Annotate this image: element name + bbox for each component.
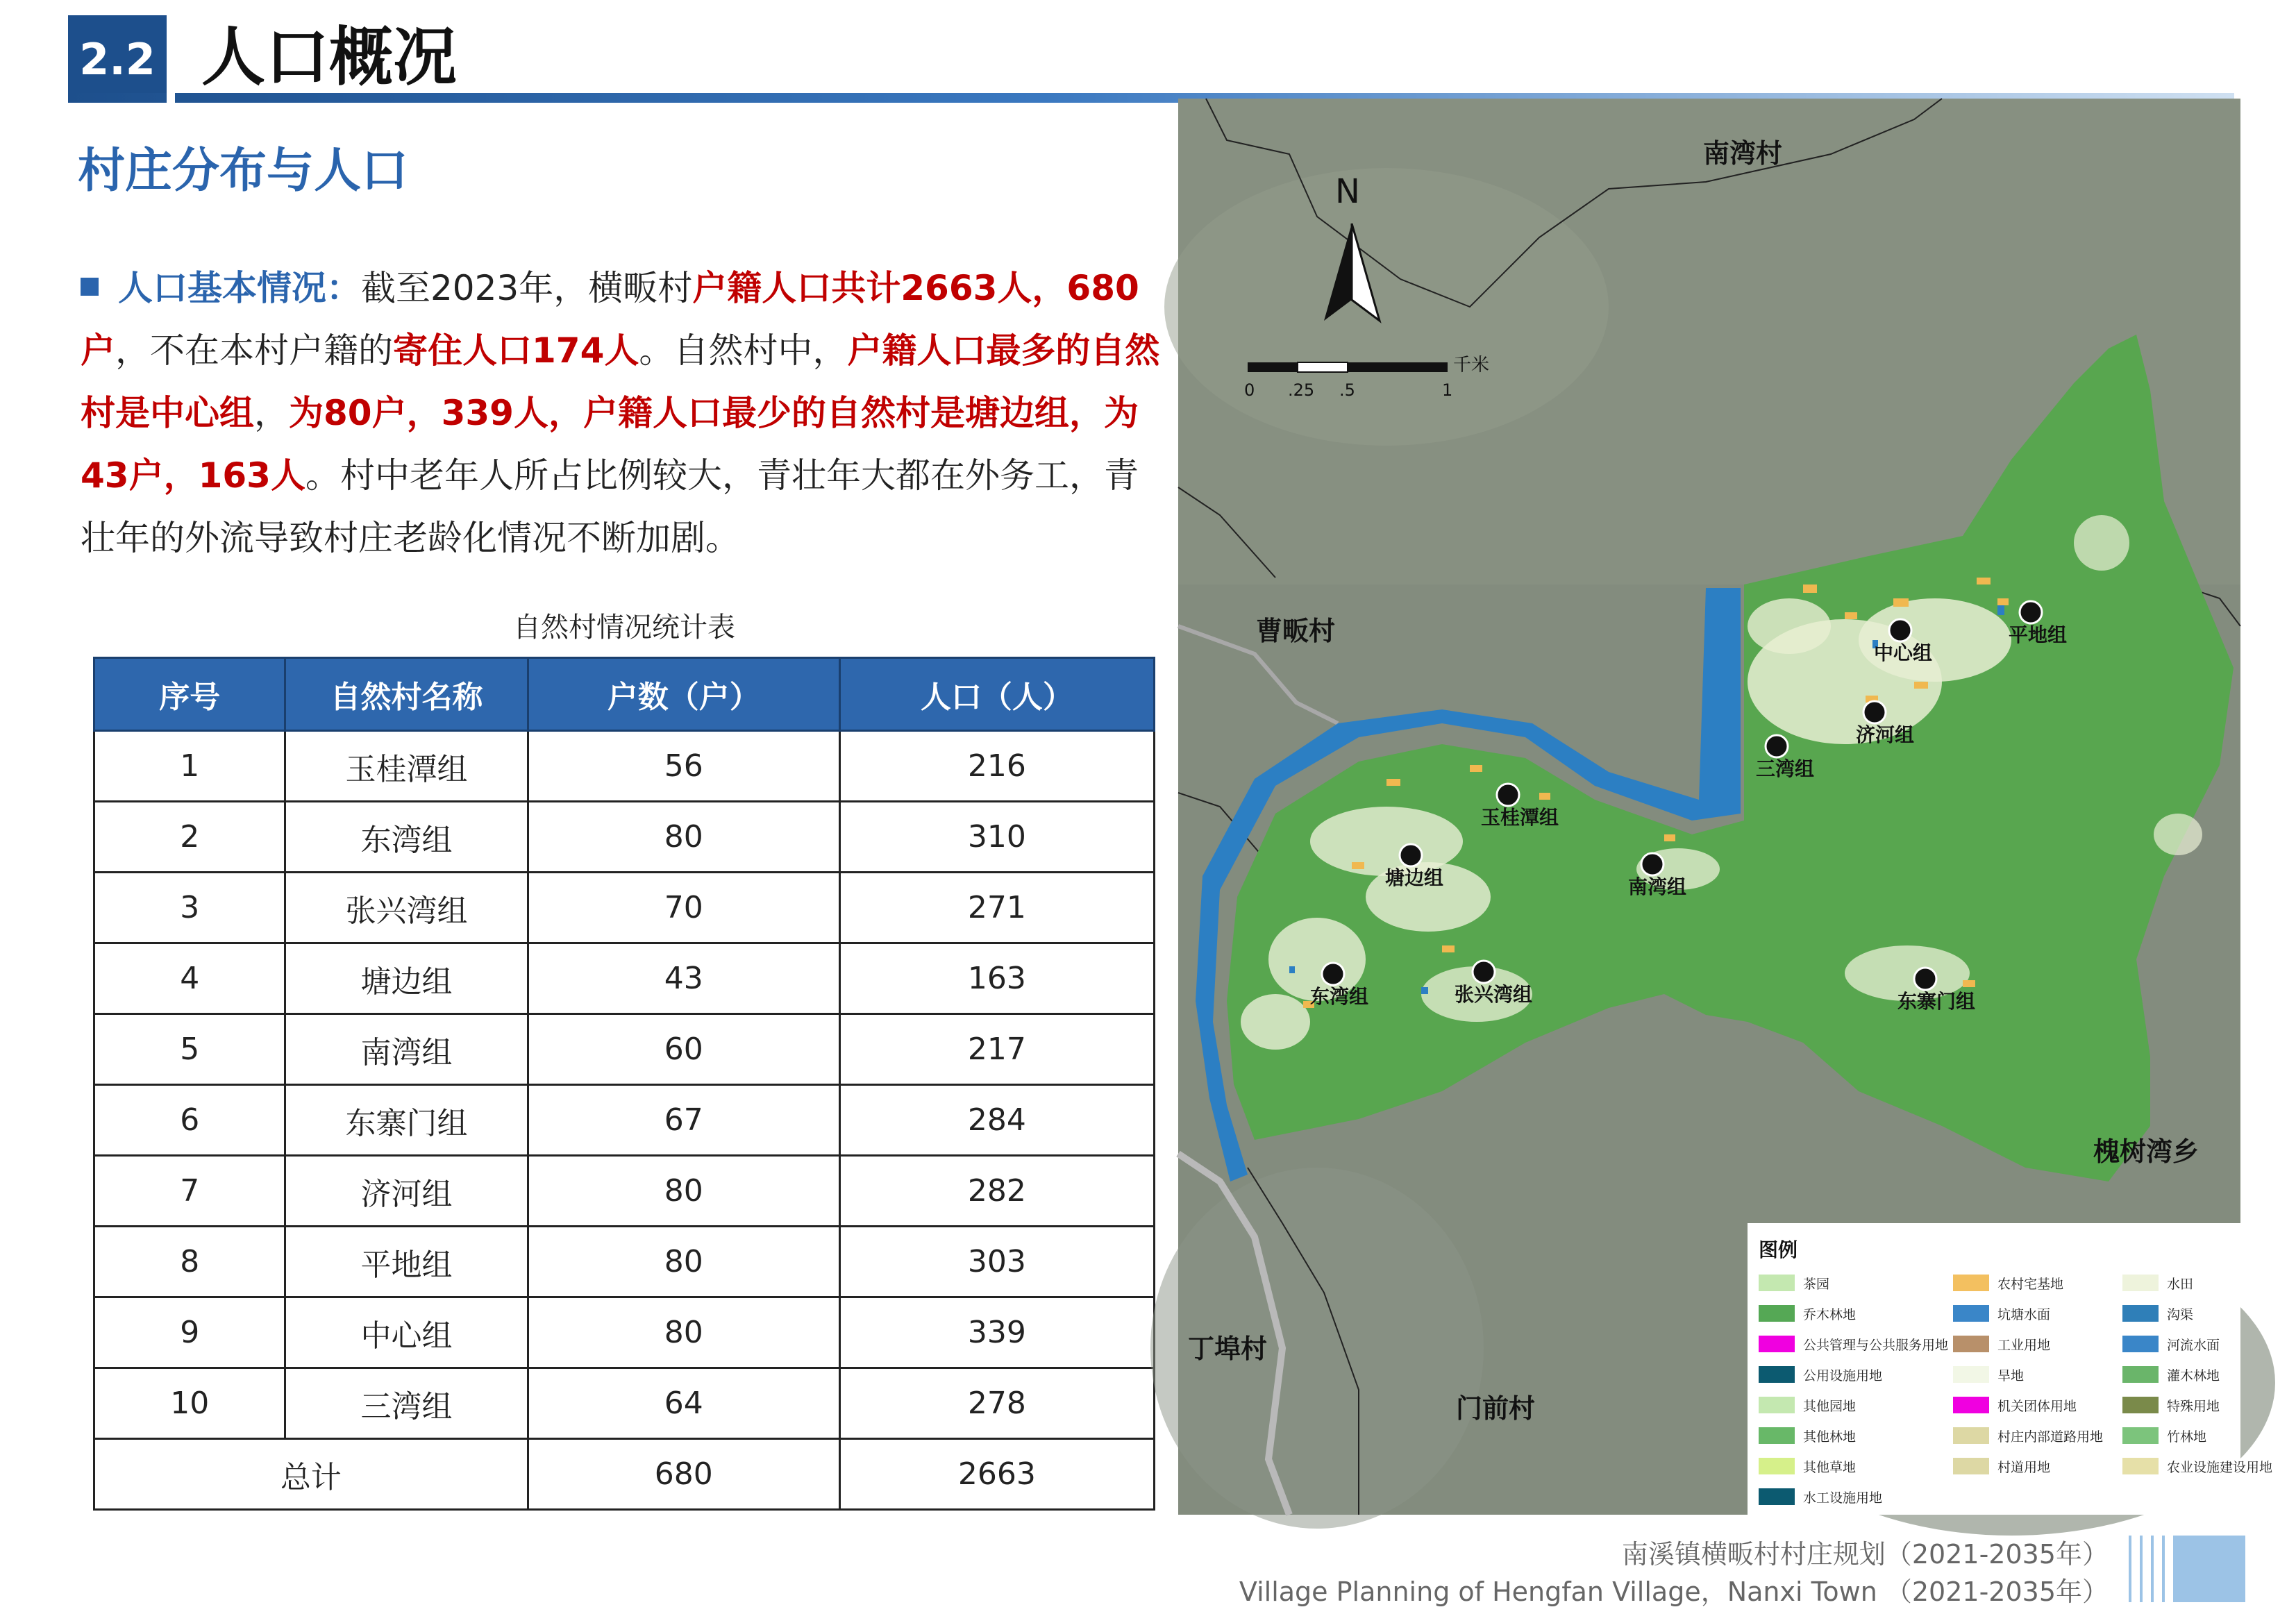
header-cell-name: 自然村名称 bbox=[285, 658, 528, 731]
village-point-icon bbox=[1322, 963, 1344, 985]
cell-households: 80 bbox=[528, 1156, 839, 1227]
table-row bbox=[94, 873, 1155, 943]
cell-households: 80 bbox=[528, 1227, 839, 1297]
legend-label: 公共管理与公共服务用地 bbox=[1803, 1338, 1949, 1353]
cell-population: 339 bbox=[839, 1297, 1154, 1368]
legend-swatch bbox=[1759, 1488, 1795, 1505]
paddy-field-patch bbox=[2154, 814, 2202, 855]
cell-total-households: 680 bbox=[528, 1439, 839, 1510]
legend-swatch bbox=[1953, 1305, 1989, 1322]
cell-index: 2 bbox=[94, 802, 285, 873]
header-cell-index: 序号 bbox=[94, 658, 285, 731]
legend-swatch bbox=[2122, 1305, 2159, 1322]
legend-label: 村道用地 bbox=[1997, 1460, 2051, 1475]
header-cell-households: 户数（户） bbox=[528, 658, 839, 731]
legend-swatch bbox=[1759, 1427, 1795, 1444]
section-title: 人口概况 bbox=[201, 20, 458, 94]
north-label: N bbox=[1335, 172, 1360, 211]
legend-swatch bbox=[1759, 1336, 1795, 1352]
legend-swatch bbox=[2122, 1366, 2159, 1383]
cell-name: 玉桂潭组 bbox=[285, 731, 528, 802]
village-point-icon bbox=[1914, 968, 1936, 990]
cell-households: 56 bbox=[528, 731, 839, 802]
neighbor-label: 门前村 bbox=[1456, 1393, 1536, 1424]
legend-swatch bbox=[1953, 1336, 1989, 1352]
village-stats-table bbox=[93, 657, 1155, 1511]
village-label: 三湾组 bbox=[1756, 757, 1815, 780]
legend-label: 旱地 bbox=[1997, 1368, 2025, 1384]
legend-swatch bbox=[2122, 1397, 2159, 1413]
cell-index: 9 bbox=[94, 1297, 285, 1368]
legend-label: 其他林地 bbox=[1803, 1429, 1857, 1445]
table-header-row bbox=[94, 658, 1155, 731]
cell-index: 7 bbox=[94, 1156, 285, 1227]
table-row bbox=[94, 943, 1155, 1014]
table-row bbox=[94, 1368, 1155, 1439]
cell-index: 3 bbox=[94, 873, 285, 943]
footer-cn: 南溪镇横畈村村庄规划（2021-2035年） bbox=[1621, 1539, 2109, 1570]
cell-households: 60 bbox=[528, 1014, 839, 1085]
cell-name: 南湾组 bbox=[285, 1014, 528, 1085]
cell-name: 平地组 bbox=[285, 1227, 528, 1297]
legend-title: 图例 bbox=[1759, 1238, 1798, 1261]
legend-label: 其他园地 bbox=[1803, 1399, 1857, 1414]
scale-unit: 千米 bbox=[1453, 355, 1490, 376]
neighbor-label: 丁埠村 bbox=[1188, 1334, 1268, 1364]
cell-name: 张兴湾组 bbox=[285, 873, 528, 943]
cell-name: 中心组 bbox=[285, 1297, 528, 1368]
map-terrain-patch bbox=[1164, 168, 1609, 446]
legend-swatch bbox=[2122, 1427, 2159, 1444]
village-label: 张兴湾组 bbox=[1455, 983, 1533, 1006]
para-text-1: 截至2023年，横畈村 bbox=[361, 268, 693, 308]
legend-label: 特殊用地 bbox=[2167, 1399, 2220, 1414]
cell-total-population: 2663 bbox=[839, 1439, 1154, 1510]
para-highlight-2: 寄住人口174人 bbox=[393, 330, 639, 371]
cell-households: 67 bbox=[528, 1085, 839, 1156]
neighbor-label: 槐树湾乡 bbox=[2093, 1136, 2199, 1167]
neighbor-label: 曹畈村 bbox=[1256, 616, 1336, 646]
legend-label: 其他草地 bbox=[1803, 1460, 1857, 1475]
legend-swatch bbox=[1759, 1275, 1795, 1291]
legend-swatch bbox=[2122, 1275, 2159, 1291]
para-highlight-3: 户籍人口最多的自然村是中心组 bbox=[81, 330, 1160, 433]
cell-total-label: 总计 bbox=[94, 1439, 528, 1510]
legend-label: 工业用地 bbox=[1997, 1338, 2051, 1353]
legend-swatch bbox=[1759, 1458, 1795, 1474]
cell-population: 163 bbox=[839, 943, 1154, 1014]
para-highlight-4: 为80户，339人，户籍人口最少的自然村是塘边组，为43户，163人 bbox=[81, 393, 1139, 496]
legend-swatch bbox=[1759, 1397, 1795, 1413]
village-label: 东寨门组 bbox=[1897, 990, 1976, 1013]
header-cell-population: 人口（人） bbox=[839, 658, 1154, 731]
section-number-badge: 2.2 bbox=[68, 15, 167, 103]
sub-title: 村庄分布与人口 bbox=[78, 144, 409, 199]
table-row bbox=[94, 1014, 1155, 1085]
footer-decor-block bbox=[2173, 1536, 2245, 1602]
table-row bbox=[94, 1085, 1155, 1156]
legend-label: 农村宅基地 bbox=[1997, 1277, 2064, 1292]
scale-bar bbox=[1248, 362, 1448, 372]
village-point-icon bbox=[1400, 844, 1422, 866]
paddy-field-patch bbox=[1241, 994, 1310, 1050]
legend-label: 竹林地 bbox=[2167, 1429, 2207, 1445]
legend-label: 乔木林地 bbox=[1803, 1307, 1857, 1322]
paddy-field-patch bbox=[1859, 598, 2011, 682]
para-text-5: 。村中老年人所占比例较大，青壮年大都在外务工，青壮年的外流导致村庄老龄化情况不断加剧。 bbox=[81, 455, 1139, 558]
table-row bbox=[94, 1227, 1155, 1297]
legend-swatch bbox=[2122, 1458, 2159, 1474]
village-label: 济河组 bbox=[1856, 723, 1915, 746]
cell-households: 43 bbox=[528, 943, 839, 1014]
table-caption: 自然村情况统计表 bbox=[513, 612, 735, 644]
legend-label: 坑塘水面 bbox=[1997, 1307, 2051, 1322]
village-label: 南湾组 bbox=[1628, 875, 1687, 898]
legend-swatch bbox=[2122, 1336, 2159, 1352]
neighbor-label: 南湾村 bbox=[1703, 138, 1783, 169]
scale-label: .25 bbox=[1288, 380, 1315, 400]
table-row bbox=[94, 731, 1155, 802]
header-rule-gap bbox=[167, 14, 175, 104]
cell-population: 217 bbox=[839, 1014, 1154, 1085]
cell-population: 271 bbox=[839, 873, 1154, 943]
village-land-use-map bbox=[1178, 99, 2273, 1515]
cell-households: 80 bbox=[528, 802, 839, 873]
scale-label: 1 bbox=[1442, 380, 1453, 400]
legend-swatch bbox=[1953, 1275, 1989, 1291]
legend-swatch bbox=[1759, 1366, 1795, 1383]
scale-label: 0 bbox=[1244, 380, 1255, 400]
para-lead: 人口基本情况： bbox=[118, 268, 361, 308]
cell-population: 278 bbox=[839, 1368, 1154, 1439]
cell-name: 东湾组 bbox=[285, 802, 528, 873]
village-point-icon bbox=[1473, 961, 1495, 983]
cell-name: 三湾组 bbox=[285, 1368, 528, 1439]
legend-label: 村庄内部道路用地 bbox=[1997, 1429, 2104, 1445]
legend-label: 水田 bbox=[2167, 1277, 2194, 1292]
village-point-icon bbox=[2020, 601, 2042, 623]
table-row bbox=[94, 1156, 1155, 1227]
cell-population: 216 bbox=[839, 731, 1154, 802]
legend-swatch bbox=[1953, 1427, 1989, 1444]
para-text-2: ，不在本村户籍的 bbox=[115, 330, 393, 371]
cell-index: 1 bbox=[94, 731, 285, 802]
legend-swatch bbox=[1953, 1366, 1989, 1383]
cell-name: 塘边组 bbox=[285, 943, 528, 1014]
cell-population: 284 bbox=[839, 1085, 1154, 1156]
table-row bbox=[94, 802, 1155, 873]
cell-population: 282 bbox=[839, 1156, 1154, 1227]
village-point-icon bbox=[1863, 701, 1886, 723]
cell-households: 70 bbox=[528, 873, 839, 943]
cell-index: 6 bbox=[94, 1085, 285, 1156]
population-paragraph bbox=[81, 257, 1164, 569]
cell-name: 东寨门组 bbox=[285, 1085, 528, 1156]
cell-households: 64 bbox=[528, 1368, 839, 1439]
legend-label: 农业设施建设用地 bbox=[2167, 1460, 2273, 1475]
legend-label: 水工设施用地 bbox=[1803, 1490, 1883, 1506]
cell-index: 4 bbox=[94, 943, 285, 1014]
table-total-row bbox=[94, 1439, 1155, 1510]
legend-label: 沟渠 bbox=[2167, 1307, 2194, 1322]
cell-population: 310 bbox=[839, 802, 1154, 873]
legend-label: 公用设施用地 bbox=[1803, 1368, 1883, 1384]
legend-swatch bbox=[1953, 1458, 1989, 1474]
legend-label: 机关团体用地 bbox=[1997, 1399, 2077, 1414]
village-label: 塘边组 bbox=[1385, 866, 1444, 889]
legend-swatch bbox=[1759, 1305, 1795, 1322]
legend-label: 灌木林地 bbox=[2167, 1368, 2220, 1384]
paddy-field-patch bbox=[1748, 598, 1831, 654]
footer-en: Village Planning of Hengfan Village，Nanxi Town （2021-2035年） bbox=[1239, 1576, 2109, 1607]
table-row bbox=[94, 1297, 1155, 1368]
village-label: 东湾组 bbox=[1310, 985, 1369, 1008]
cell-index: 8 bbox=[94, 1227, 285, 1297]
cell-households: 80 bbox=[528, 1297, 839, 1368]
map-legend bbox=[1748, 1223, 2272, 1515]
footer-decor-lines bbox=[2126, 1536, 2168, 1602]
cell-index: 10 bbox=[94, 1368, 285, 1439]
cell-name: 济河组 bbox=[285, 1156, 528, 1227]
scale-label: .5 bbox=[1339, 380, 1355, 400]
legend-label: 河流水面 bbox=[2167, 1338, 2220, 1353]
para-text-3: 。自然村中， bbox=[639, 330, 848, 371]
village-point-icon bbox=[1889, 619, 1911, 641]
legend-label: 茶园 bbox=[1803, 1277, 1830, 1292]
para-text-4: ， bbox=[254, 393, 289, 433]
village-point-icon bbox=[1766, 735, 1788, 757]
village-label: 玉桂潭组 bbox=[1481, 806, 1559, 829]
square-bullet-icon bbox=[81, 278, 99, 296]
cell-index: 5 bbox=[94, 1014, 285, 1085]
paddy-field-patch bbox=[2074, 515, 2129, 571]
legend-swatch bbox=[1953, 1397, 1989, 1413]
cell-population: 303 bbox=[839, 1227, 1154, 1297]
village-label: 中心组 bbox=[1874, 641, 1933, 664]
village-point-icon bbox=[1497, 784, 1519, 806]
para-highlight-1: 户籍人口共计2663人，680户 bbox=[81, 268, 1139, 371]
village-point-icon bbox=[1641, 853, 1664, 875]
village-label: 平地组 bbox=[2009, 623, 2068, 646]
